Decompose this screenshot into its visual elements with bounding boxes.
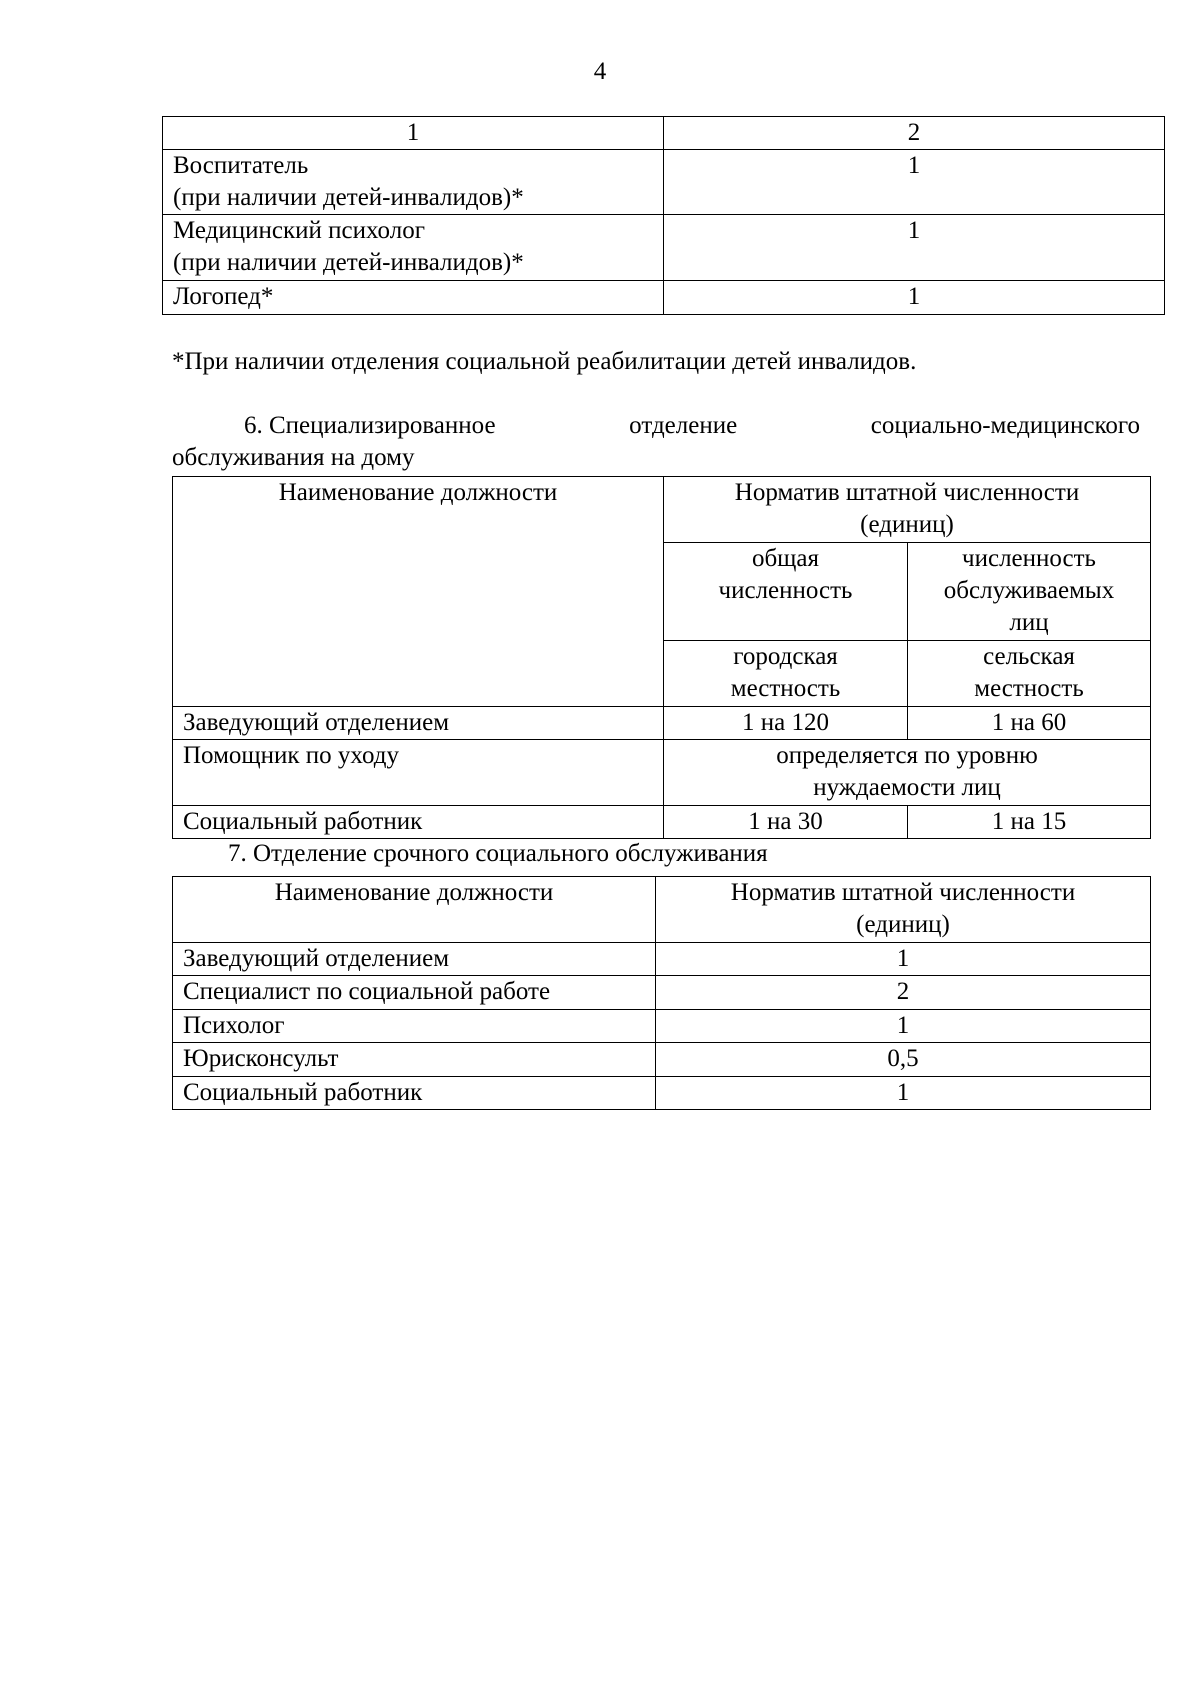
rural-value: 1 на 60	[908, 707, 1151, 740]
column-number-1: 1	[163, 117, 664, 150]
position-name-header: Наименование должности	[173, 477, 664, 707]
position-count: 2	[656, 976, 1151, 1010]
position-name: Медицинский психолог (при наличии детей-инвалидов)*	[163, 215, 664, 281]
table-header-row	[163, 117, 1165, 150]
rural-value: 1 на 15	[908, 806, 1151, 839]
table-header-row	[173, 877, 1151, 943]
page-number: 4	[593, 58, 607, 85]
heading-word: 6. Специализированное	[244, 412, 496, 439]
position-name: Социальный работник	[173, 806, 664, 839]
position-count: 1	[664, 215, 1165, 281]
position-name-header: Наименование должности	[173, 877, 656, 943]
position-name: Воспитатель (при наличии детей-инвалидов)*	[163, 150, 664, 215]
heading-word: социально-медицинского	[870, 412, 1140, 439]
position-count: 1	[656, 1010, 1151, 1043]
position-name: Социальный работник	[173, 1077, 656, 1110]
table-row	[163, 215, 1165, 281]
heading-word: отделение	[629, 412, 738, 439]
section-6-table	[172, 476, 1151, 839]
position-count: 1	[664, 281, 1165, 315]
section-7-heading: 7. Отделение срочного социального обслуживания	[228, 840, 768, 867]
position-name: Заведующий отделением	[173, 707, 664, 740]
norm-header: Норматив штатной численности (единиц)	[664, 477, 1151, 543]
table-row	[173, 1077, 1151, 1110]
total-count-header: общая численность	[664, 543, 908, 641]
rural-header: сельская местность	[908, 641, 1151, 707]
table-row	[173, 806, 1151, 839]
position-count: 0,5	[656, 1043, 1151, 1077]
position-name: Логопед*	[163, 281, 664, 315]
table-row	[173, 1010, 1151, 1043]
table-row	[163, 150, 1165, 215]
merged-value: определяется по уровню нуждаемости лиц	[664, 740, 1151, 806]
table-row	[173, 943, 1151, 976]
table-row	[163, 281, 1165, 315]
position-name: Специалист по социальной работе	[173, 976, 656, 1010]
urban-value: 1 на 30	[664, 806, 908, 839]
column-number-2: 2	[664, 117, 1165, 150]
position-count: 1	[656, 943, 1151, 976]
position-name: Юрисконсульт	[173, 1043, 656, 1077]
heading-line-2: обслуживания на дому	[172, 444, 415, 471]
urban-header: городская местность	[664, 641, 908, 707]
urban-value: 1 на 120	[664, 707, 908, 740]
section-7-table	[172, 876, 1151, 1110]
norm-header: Норматив штатной численности (единиц)	[656, 877, 1151, 943]
table-row	[173, 1043, 1151, 1077]
table-row	[173, 707, 1151, 740]
footnote: *При наличии отделения социальной реабилитации детей инвалидов.	[172, 348, 917, 375]
served-count-header: численность обслуживаемых лиц	[908, 543, 1151, 641]
position-count: 1	[664, 150, 1165, 215]
table-row	[173, 740, 1151, 806]
position-name: Помощник по уходу	[173, 740, 664, 806]
position-count: 1	[656, 1077, 1151, 1110]
table-header-row	[173, 477, 1151, 543]
staff-table-continuation	[162, 116, 1165, 315]
position-name: Заведующий отделением	[173, 943, 656, 976]
table-row	[173, 976, 1151, 1010]
position-name: Психолог	[173, 1010, 656, 1043]
section-6-heading	[172, 410, 1140, 474]
